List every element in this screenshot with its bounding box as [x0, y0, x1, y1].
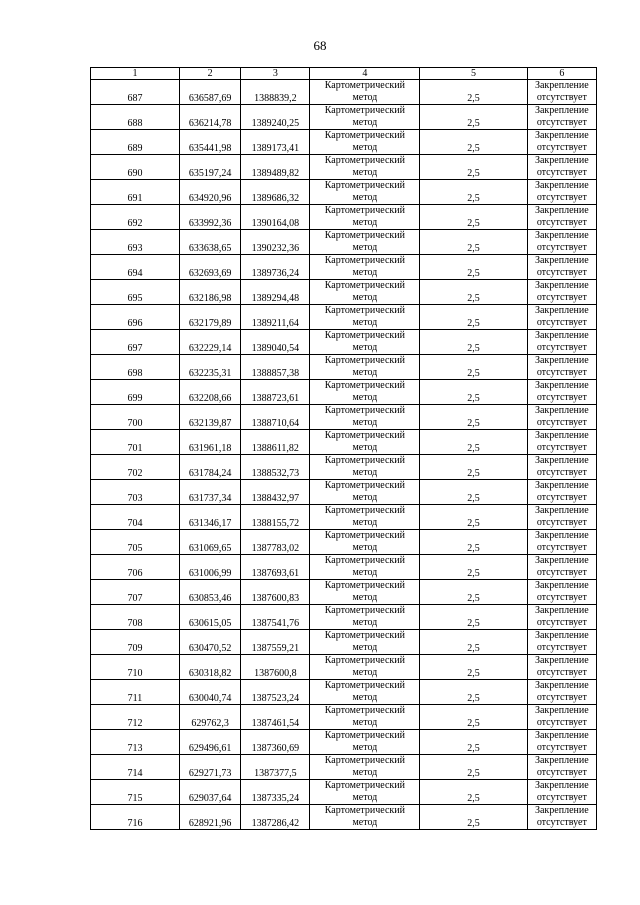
precision-cell: 2,5	[420, 405, 527, 430]
fixing-description-cell: Закрепление отсутствует	[527, 530, 596, 555]
method-cell: Картометрический метод	[310, 155, 420, 180]
point-number-cell: 696	[91, 305, 180, 330]
table-row	[91, 205, 597, 230]
coordinate-x-cell: 633992,36	[179, 205, 240, 230]
table-row	[91, 380, 597, 405]
coordinate-y-cell: 1390164,08	[241, 205, 310, 230]
precision-cell: 2,5	[420, 130, 527, 155]
point-number-cell: 692	[91, 205, 180, 230]
point-number-cell: 690	[91, 155, 180, 180]
coordinate-x-cell: 635197,24	[179, 155, 240, 180]
coordinate-y-cell: 1387335,24	[241, 780, 310, 805]
point-number-cell: 711	[91, 680, 180, 705]
precision-cell: 2,5	[420, 555, 527, 580]
coordinate-x-cell: 633638,65	[179, 230, 240, 255]
method-cell: Картометрический метод	[310, 755, 420, 780]
coordinate-x-cell: 632208,66	[179, 380, 240, 405]
fixing-description-cell: Закрепление отсутствует	[527, 205, 596, 230]
method-cell: Картометрический метод	[310, 305, 420, 330]
fixing-description-cell: Закрепление отсутствует	[527, 605, 596, 630]
precision-cell: 2,5	[420, 105, 527, 130]
table-row	[91, 630, 597, 655]
table-row	[91, 130, 597, 155]
coordinate-y-cell: 1388710,64	[241, 405, 310, 430]
fixing-description-cell: Закрепление отсутствует	[527, 505, 596, 530]
method-cell: Картометрический метод	[310, 230, 420, 255]
table-row	[91, 480, 597, 505]
precision-cell: 2,5	[420, 330, 527, 355]
coordinate-x-cell: 634920,96	[179, 180, 240, 205]
table-row	[91, 305, 597, 330]
coordinate-x-cell: 631961,18	[179, 430, 240, 455]
coordinate-y-cell: 1387377,5	[241, 755, 310, 780]
point-number-cell: 697	[91, 330, 180, 355]
method-cell: Картометрический метод	[310, 630, 420, 655]
coordinate-y-cell: 1389686,32	[241, 180, 310, 205]
fixing-description-cell: Закрепление отсутствует	[527, 705, 596, 730]
point-number-cell: 702	[91, 455, 180, 480]
coordinate-x-cell: 629762,3	[179, 705, 240, 730]
coordinate-y-cell: 1389240,25	[241, 105, 310, 130]
precision-cell: 2,5	[420, 355, 527, 380]
point-number-cell: 701	[91, 430, 180, 455]
point-number-cell: 699	[91, 380, 180, 405]
point-number-cell: 688	[91, 105, 180, 130]
precision-cell: 2,5	[420, 480, 527, 505]
column-header-5: 5	[420, 68, 527, 80]
coordinate-y-cell: 1389736,24	[241, 255, 310, 280]
fixing-description-cell: Закрепление отсутствует	[527, 805, 596, 830]
point-number-cell: 714	[91, 755, 180, 780]
table-row	[91, 605, 597, 630]
method-cell: Картометрический метод	[310, 180, 420, 205]
point-number-cell: 687	[91, 80, 180, 105]
table-row	[91, 230, 597, 255]
coordinate-x-cell: 636587,69	[179, 80, 240, 105]
precision-cell: 2,5	[420, 655, 527, 680]
table-header-row	[91, 68, 597, 80]
fixing-description-cell: Закрепление отсутствует	[527, 255, 596, 280]
coordinate-y-cell: 1388723,61	[241, 380, 310, 405]
precision-cell: 2,5	[420, 805, 527, 830]
fixing-description-cell: Закрепление отсутствует	[527, 130, 596, 155]
method-cell: Картометрический метод	[310, 730, 420, 755]
point-number-cell: 710	[91, 655, 180, 680]
precision-cell: 2,5	[420, 780, 527, 805]
precision-cell: 2,5	[420, 180, 527, 205]
coordinate-x-cell: 629496,61	[179, 730, 240, 755]
coordinate-y-cell: 1389040,54	[241, 330, 310, 355]
coordinate-x-cell: 628921,96	[179, 805, 240, 830]
coordinate-x-cell: 636214,78	[179, 105, 240, 130]
table-row	[91, 705, 597, 730]
coordinate-x-cell: 631737,34	[179, 480, 240, 505]
point-number-cell: 693	[91, 230, 180, 255]
coordinate-x-cell: 632139,87	[179, 405, 240, 430]
method-cell: Картометрический метод	[310, 555, 420, 580]
method-cell: Картометрический метод	[310, 805, 420, 830]
method-cell: Картометрический метод	[310, 680, 420, 705]
method-cell: Картометрический метод	[310, 705, 420, 730]
point-number-cell: 713	[91, 730, 180, 755]
fixing-description-cell: Закрепление отсутствует	[527, 380, 596, 405]
coordinate-x-cell: 630470,52	[179, 630, 240, 655]
point-number-cell: 703	[91, 480, 180, 505]
coordinate-x-cell: 630318,82	[179, 655, 240, 680]
fixing-description-cell: Закрепление отсутствует	[527, 330, 596, 355]
column-header-1: 1	[91, 68, 180, 80]
fixing-description-cell: Закрепление отсутствует	[527, 430, 596, 455]
fixing-description-cell: Закрепление отсутствует	[527, 480, 596, 505]
coordinate-y-cell: 1388432,97	[241, 480, 310, 505]
fixing-description-cell: Закрепление отсутствует	[527, 655, 596, 680]
method-cell: Картометрический метод	[310, 280, 420, 305]
coordinate-y-cell: 1387541,76	[241, 605, 310, 630]
coordinate-x-cell: 631006,99	[179, 555, 240, 580]
coordinate-y-cell: 1387559,21	[241, 630, 310, 655]
coordinate-y-cell: 1387600,83	[241, 580, 310, 605]
coordinate-y-cell: 1387360,69	[241, 730, 310, 755]
coordinate-y-cell: 1388611,82	[241, 430, 310, 455]
table-row	[91, 655, 597, 680]
table-row	[91, 80, 597, 105]
column-header-6: 6	[527, 68, 596, 80]
coordinate-y-cell: 1389294,48	[241, 280, 310, 305]
table-row	[91, 455, 597, 480]
coordinate-y-cell: 1387286,42	[241, 805, 310, 830]
precision-cell: 2,5	[420, 155, 527, 180]
precision-cell: 2,5	[420, 205, 527, 230]
method-cell: Картометрический метод	[310, 605, 420, 630]
coordinate-y-cell: 1389489,82	[241, 155, 310, 180]
coordinate-y-cell: 1387523,24	[241, 680, 310, 705]
coordinate-x-cell: 632179,89	[179, 305, 240, 330]
coordinate-x-cell: 635441,98	[179, 130, 240, 155]
coordinate-x-cell: 631069,65	[179, 530, 240, 555]
coordinate-y-cell: 1389173,41	[241, 130, 310, 155]
method-cell: Картометрический метод	[310, 255, 420, 280]
point-number-cell: 712	[91, 705, 180, 730]
coordinate-x-cell: 632186,98	[179, 280, 240, 305]
fixing-description-cell: Закрепление отсутствует	[527, 105, 596, 130]
point-number-cell: 709	[91, 630, 180, 655]
coordinate-y-cell: 1387600,8	[241, 655, 310, 680]
method-cell: Картометрический метод	[310, 105, 420, 130]
table-row	[91, 405, 597, 430]
table-row	[91, 780, 597, 805]
coordinates-table	[90, 67, 597, 830]
point-number-cell: 716	[91, 805, 180, 830]
method-cell: Картометрический метод	[310, 480, 420, 505]
method-cell: Картометрический метод	[310, 130, 420, 155]
fixing-description-cell: Закрепление отсутствует	[527, 580, 596, 605]
method-cell: Картометрический метод	[310, 455, 420, 480]
method-cell: Картометрический метод	[310, 505, 420, 530]
coordinate-x-cell: 631784,24	[179, 455, 240, 480]
coordinate-y-cell: 1387783,02	[241, 530, 310, 555]
point-number-cell: 705	[91, 530, 180, 555]
coordinate-x-cell: 632693,69	[179, 255, 240, 280]
table-row	[91, 755, 597, 780]
coordinate-y-cell: 1387693,61	[241, 555, 310, 580]
fixing-description-cell: Закрепление отсутствует	[527, 180, 596, 205]
table-body	[91, 68, 597, 830]
point-number-cell: 700	[91, 405, 180, 430]
point-number-cell: 698	[91, 355, 180, 380]
precision-cell: 2,5	[420, 705, 527, 730]
column-header-3: 3	[241, 68, 310, 80]
fixing-description-cell: Закрепление отсутствует	[527, 155, 596, 180]
coordinate-x-cell: 629037,64	[179, 780, 240, 805]
precision-cell: 2,5	[420, 530, 527, 555]
fixing-description-cell: Закрепление отсутствует	[527, 280, 596, 305]
precision-cell: 2,5	[420, 255, 527, 280]
column-header-4: 4	[310, 68, 420, 80]
method-cell: Картометрический метод	[310, 405, 420, 430]
method-cell: Картометрический метод	[310, 205, 420, 230]
point-number-cell: 695	[91, 280, 180, 305]
coordinate-x-cell: 632229,14	[179, 330, 240, 355]
column-header-2: 2	[179, 68, 240, 80]
method-cell: Картометрический метод	[310, 355, 420, 380]
precision-cell: 2,5	[420, 305, 527, 330]
point-number-cell: 689	[91, 130, 180, 155]
table-row	[91, 105, 597, 130]
fixing-description-cell: Закрепление отсутствует	[527, 730, 596, 755]
precision-cell: 2,5	[420, 730, 527, 755]
fixing-description-cell: Закрепление отсутствует	[527, 780, 596, 805]
table-row	[91, 805, 597, 830]
point-number-cell: 706	[91, 555, 180, 580]
fixing-description-cell: Закрепление отсутствует	[527, 455, 596, 480]
coordinate-x-cell: 629271,73	[179, 755, 240, 780]
coordinate-y-cell: 1388839,2	[241, 80, 310, 105]
table-row	[91, 255, 597, 280]
method-cell: Картометрический метод	[310, 580, 420, 605]
precision-cell: 2,5	[420, 580, 527, 605]
point-number-cell: 694	[91, 255, 180, 280]
precision-cell: 2,5	[420, 605, 527, 630]
precision-cell: 2,5	[420, 455, 527, 480]
precision-cell: 2,5	[420, 630, 527, 655]
fixing-description-cell: Закрепление отсутствует	[527, 80, 596, 105]
precision-cell: 2,5	[420, 230, 527, 255]
precision-cell: 2,5	[420, 755, 527, 780]
precision-cell: 2,5	[420, 280, 527, 305]
method-cell: Картометрический метод	[310, 780, 420, 805]
method-cell: Картометрический метод	[310, 655, 420, 680]
precision-cell: 2,5	[420, 430, 527, 455]
precision-cell: 2,5	[420, 380, 527, 405]
table-row	[91, 355, 597, 380]
table-row	[91, 680, 597, 705]
precision-cell: 2,5	[420, 680, 527, 705]
fixing-description-cell: Закрепление отсутствует	[527, 230, 596, 255]
precision-cell: 2,5	[420, 80, 527, 105]
table-row	[91, 505, 597, 530]
table-row	[91, 430, 597, 455]
table-row	[91, 580, 597, 605]
table-row	[91, 155, 597, 180]
fixing-description-cell: Закрепление отсутствует	[527, 680, 596, 705]
table-row	[91, 530, 597, 555]
coordinate-x-cell: 630853,46	[179, 580, 240, 605]
coordinate-x-cell: 632235,31	[179, 355, 240, 380]
method-cell: Картометрический метод	[310, 380, 420, 405]
coordinate-x-cell: 631346,17	[179, 505, 240, 530]
coordinate-y-cell: 1388857,38	[241, 355, 310, 380]
fixing-description-cell: Закрепление отсутствует	[527, 405, 596, 430]
method-cell: Картометрический метод	[310, 80, 420, 105]
method-cell: Картометрический метод	[310, 530, 420, 555]
fixing-description-cell: Закрепление отсутствует	[527, 555, 596, 580]
method-cell: Картометрический метод	[310, 430, 420, 455]
point-number-cell: 691	[91, 180, 180, 205]
fixing-description-cell: Закрепление отсутствует	[527, 355, 596, 380]
coordinate-y-cell: 1388155,72	[241, 505, 310, 530]
point-number-cell: 704	[91, 505, 180, 530]
coordinate-y-cell: 1388532,73	[241, 455, 310, 480]
coordinate-y-cell: 1389211,64	[241, 305, 310, 330]
table-row	[91, 730, 597, 755]
table-row	[91, 180, 597, 205]
page-number: 68	[313, 38, 327, 53]
coordinate-y-cell: 1387461,54	[241, 705, 310, 730]
precision-cell: 2,5	[420, 505, 527, 530]
fixing-description-cell: Закрепление отсутствует	[527, 305, 596, 330]
method-cell: Картометрический метод	[310, 330, 420, 355]
point-number-cell: 708	[91, 605, 180, 630]
fixing-description-cell: Закрепление отсутствует	[527, 630, 596, 655]
point-number-cell: 715	[91, 780, 180, 805]
coordinate-y-cell: 1390232,36	[241, 230, 310, 255]
point-number-cell: 707	[91, 580, 180, 605]
fixing-description-cell: Закрепление отсутствует	[527, 755, 596, 780]
table-row	[91, 330, 597, 355]
table-row	[91, 280, 597, 305]
coordinate-x-cell: 630040,74	[179, 680, 240, 705]
table-row	[91, 555, 597, 580]
coordinate-x-cell: 630615,05	[179, 605, 240, 630]
